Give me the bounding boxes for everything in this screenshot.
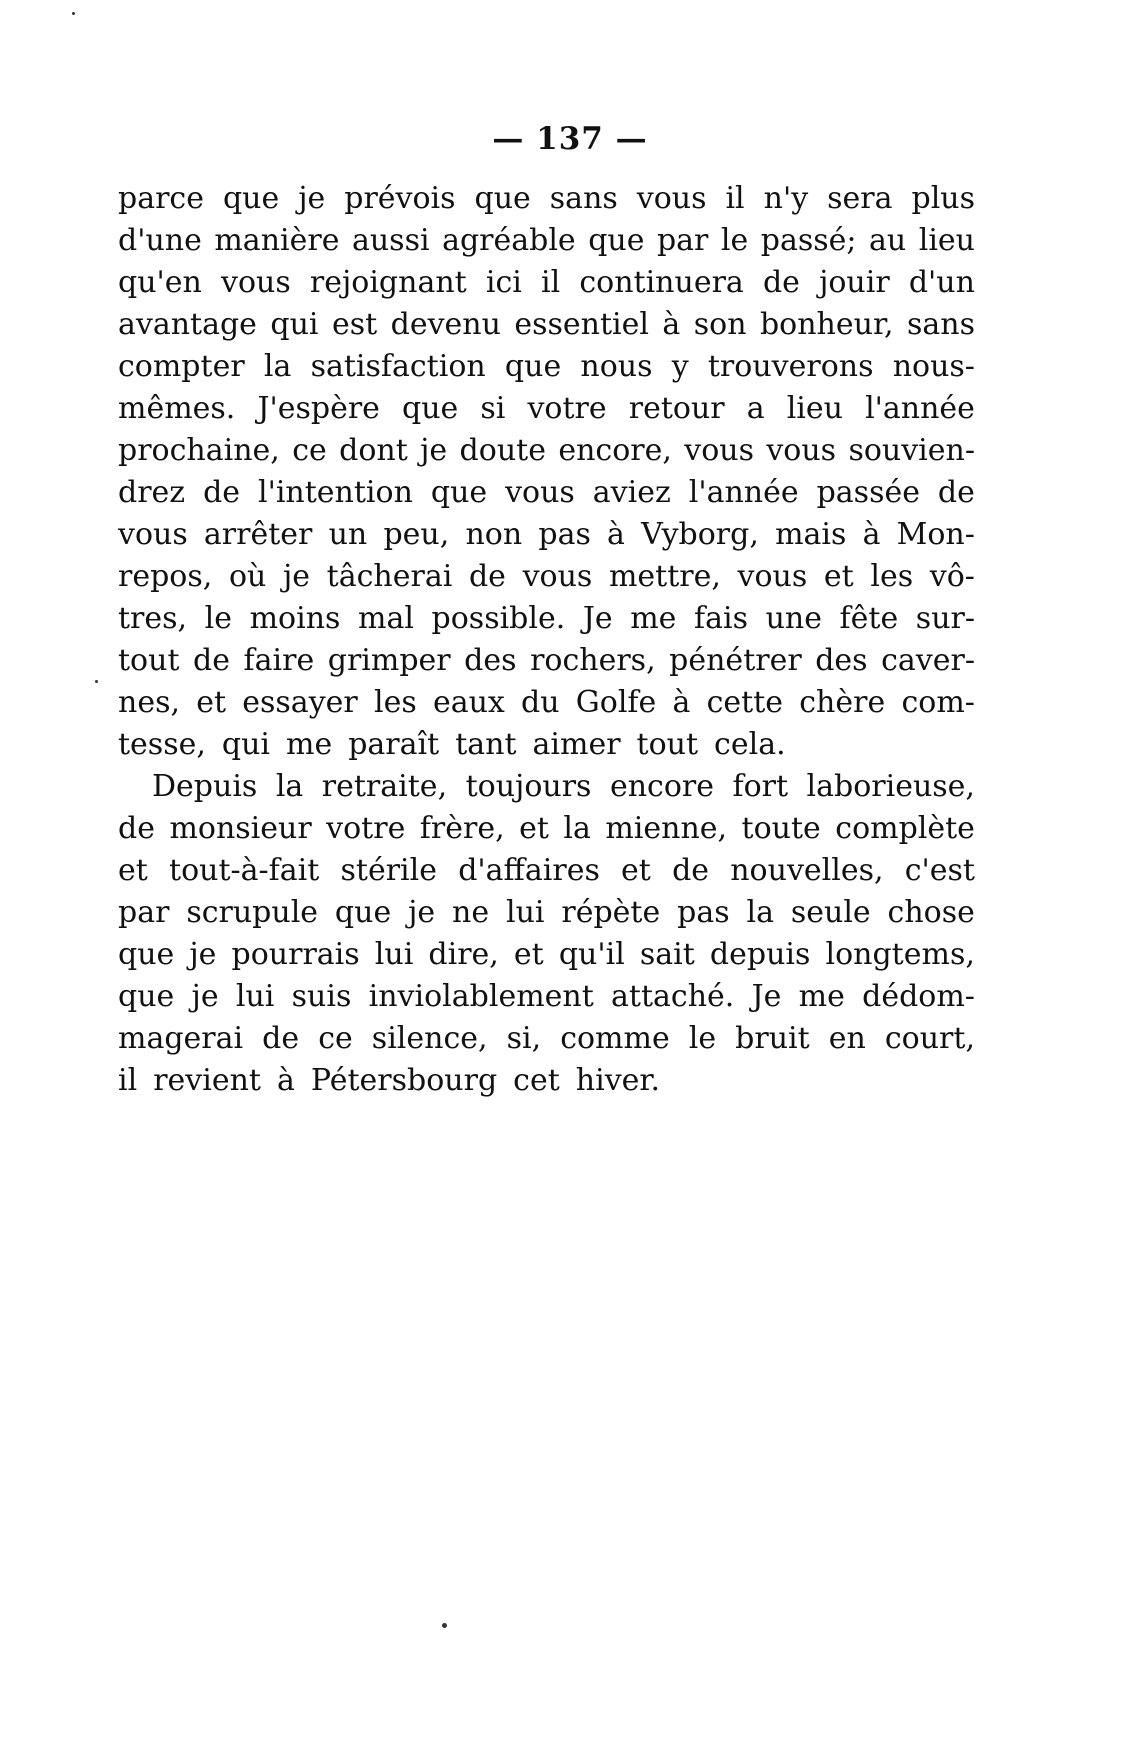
scan-speck [95, 680, 98, 683]
word: suis [291, 979, 352, 1014]
word: que [334, 895, 392, 930]
word: peu, [383, 517, 450, 552]
text-line [118, 1060, 975, 1102]
word: agréable [442, 223, 576, 258]
word: la [263, 349, 292, 384]
text-line [118, 220, 975, 262]
word: mal [358, 601, 414, 636]
word: à [662, 307, 681, 342]
word: à [607, 517, 625, 552]
word: Je [751, 979, 782, 1014]
word: magerai [118, 1021, 244, 1056]
word: il [541, 265, 561, 300]
word: sait [639, 937, 695, 972]
word: fête [839, 601, 899, 636]
word: grimper [327, 643, 451, 678]
word: nous [580, 349, 653, 384]
word: vous [684, 433, 754, 468]
word: de [468, 559, 506, 594]
word: à [672, 685, 691, 720]
word: les [870, 559, 914, 594]
scan-speck [72, 12, 75, 15]
word: votre [527, 391, 607, 426]
text-line [118, 304, 975, 346]
word: des [815, 643, 868, 678]
word: et [519, 811, 549, 846]
word: devenu [390, 307, 501, 342]
word: court, [884, 1021, 975, 1056]
word: par [118, 895, 170, 930]
word: Vyborg, [641, 517, 759, 552]
word: si [480, 391, 506, 426]
word: chère [799, 685, 886, 720]
word: ce [292, 433, 327, 468]
word: lui [235, 979, 275, 1014]
word: pénétrer [669, 643, 802, 678]
word: vous [118, 517, 188, 552]
word: à [276, 1063, 295, 1098]
word: compter [118, 349, 245, 384]
word: mêmes. [118, 391, 236, 426]
word: tout-à-fait [169, 853, 320, 888]
word: le [204, 601, 233, 636]
word: frère, [419, 811, 505, 846]
word: de [937, 475, 975, 510]
word: mienne, [605, 811, 728, 846]
word: lieu [786, 391, 843, 426]
word: prévois [344, 181, 456, 216]
word: rochers, [530, 643, 656, 678]
word: tout [118, 643, 180, 678]
word: je [282, 559, 311, 594]
word: que [222, 181, 280, 216]
word: cela. [714, 727, 786, 762]
word: d'une [118, 223, 202, 258]
word: complète [835, 811, 975, 846]
word: de [762, 265, 800, 300]
text-line [118, 598, 975, 640]
word: inviolablement [368, 979, 594, 1014]
word: de [672, 853, 710, 888]
word: il [118, 1063, 138, 1098]
word: qui [221, 727, 271, 762]
word: lieu [918, 223, 975, 258]
word: essentiel [514, 307, 649, 342]
word: vous [522, 559, 593, 594]
word: rejoignant [309, 265, 467, 300]
word: la [746, 895, 774, 930]
word: doute [459, 433, 546, 468]
page-number: — 137 — [492, 121, 648, 157]
word: c'est [904, 853, 975, 888]
word: satisfaction [310, 349, 486, 384]
word: sera [827, 181, 893, 216]
word: non [465, 517, 523, 552]
word: stérile [340, 853, 438, 888]
word: ne [452, 895, 490, 930]
word: tout [636, 727, 699, 762]
word: chose [887, 895, 975, 930]
word: Pétersbourg [310, 1063, 498, 1098]
word: votre [326, 811, 406, 846]
word: l'intention [257, 475, 413, 510]
word: tant [455, 727, 517, 762]
word: bonheur, [759, 307, 894, 342]
word: retraite, [321, 769, 448, 804]
body-text [118, 178, 975, 1102]
word: ici [485, 265, 522, 300]
word: me [798, 979, 845, 1014]
word: bruit [735, 1021, 810, 1056]
word: laborieuse, [806, 769, 975, 804]
word: tesse, [118, 727, 206, 762]
word: com- [901, 685, 975, 720]
word: que [118, 937, 175, 972]
word: d'affaires [458, 853, 600, 888]
word: nous- [892, 349, 975, 384]
word: jouir [819, 265, 890, 300]
word: passé; [760, 223, 857, 258]
word: que [118, 979, 175, 1014]
word: vous [505, 475, 575, 510]
word: sans [906, 307, 975, 342]
word: Depuis [152, 769, 258, 804]
word: est [331, 307, 378, 342]
word: avantage [118, 307, 257, 342]
word: revient [153, 1063, 261, 1098]
word: de [193, 643, 230, 678]
text-line [118, 388, 975, 430]
word: sur- [915, 601, 975, 636]
text-line [118, 724, 975, 766]
word: une [765, 601, 822, 636]
word: passée [816, 475, 920, 510]
word: dédom- [862, 979, 975, 1014]
word: encore [609, 769, 714, 804]
word: par [656, 223, 709, 258]
word: qu'il [558, 937, 625, 972]
word: au [869, 223, 907, 258]
word: son [693, 307, 747, 342]
word: moins [249, 601, 341, 636]
word: scrupule [186, 895, 319, 930]
word: je [298, 181, 326, 216]
word: depuis [709, 937, 811, 972]
word: pas [677, 895, 730, 930]
word: vô- [929, 559, 975, 594]
word: vous [636, 181, 707, 216]
word: y [671, 349, 689, 384]
word: mettre, [608, 559, 721, 594]
word: faire [243, 643, 315, 678]
word: je [189, 937, 217, 972]
word: parce [118, 181, 204, 216]
word: et [196, 685, 227, 720]
word: qu'en [118, 265, 202, 300]
word: fort [732, 769, 789, 804]
word: je [191, 979, 219, 1014]
word: paraît [348, 727, 440, 762]
word: encore, [558, 433, 672, 468]
word: trouverons [707, 349, 874, 384]
word: où [228, 559, 267, 594]
word: lui [505, 895, 545, 930]
word: je [420, 433, 448, 468]
text-line [118, 682, 975, 724]
word: dire, [428, 937, 499, 972]
word: silence, [371, 1021, 488, 1056]
word: de [118, 811, 155, 846]
word: l'année [865, 391, 975, 426]
word: dont [339, 433, 408, 468]
word: me [286, 727, 333, 762]
text-line [118, 850, 975, 892]
word: que [402, 391, 459, 426]
word: vous [737, 559, 808, 594]
word: drez [118, 475, 186, 510]
word: vous [766, 433, 837, 468]
word: Golfe [575, 685, 657, 720]
word: de [203, 475, 241, 510]
word: du [521, 685, 560, 720]
word: prochaine, [118, 433, 280, 468]
word: lui [374, 937, 414, 972]
word: possible. [431, 601, 566, 636]
word: tres, [118, 601, 188, 636]
word: Mon- [896, 517, 975, 552]
text-line [118, 430, 975, 472]
word: d'un [908, 265, 975, 300]
word: et [823, 559, 854, 594]
text-line [118, 514, 975, 556]
word: le [720, 223, 749, 258]
word: longtems, [825, 937, 975, 972]
word: et [621, 853, 651, 888]
text-line [118, 766, 975, 808]
scan-speck [442, 1623, 447, 1628]
word: répète [561, 895, 661, 930]
word: comme [560, 1021, 670, 1056]
text-line [118, 346, 975, 388]
word: les [373, 685, 417, 720]
text-line [118, 1018, 975, 1060]
word: la [563, 811, 591, 846]
word: me [630, 601, 677, 636]
word: repos, [118, 559, 213, 594]
text-line [118, 556, 975, 598]
word: je [408, 895, 436, 930]
text-line [118, 178, 975, 220]
word: arrêter [203, 517, 313, 552]
word: eaux [432, 685, 505, 720]
word: hiver. [575, 1063, 660, 1098]
word: l'année [688, 475, 799, 510]
word: sans [549, 181, 618, 216]
text-line [118, 934, 975, 976]
word: a [746, 391, 765, 426]
word: pourrais [231, 937, 360, 972]
word: seule [790, 895, 871, 930]
word: toujours [465, 769, 592, 804]
text-line [118, 262, 975, 304]
word: J'espère [257, 391, 380, 426]
word: souvien- [848, 433, 975, 468]
word: un [328, 517, 368, 552]
word: à [862, 517, 881, 552]
word: qui [270, 307, 319, 342]
word: cet [513, 1063, 560, 1098]
word: aviez [592, 475, 671, 510]
word: fais [694, 601, 748, 636]
word: toute [741, 811, 821, 846]
text-line [118, 976, 975, 1018]
word: manière [214, 223, 340, 258]
word: attaché. [611, 979, 735, 1014]
word: caver- [881, 643, 975, 678]
word: nes, [118, 685, 181, 720]
text-line [118, 892, 975, 934]
word: que [474, 181, 531, 216]
word: continuera [579, 265, 744, 300]
word: de [262, 1021, 300, 1056]
word: retour [628, 391, 725, 426]
word: la [275, 769, 304, 804]
word: aimer [532, 727, 621, 762]
word: vous [221, 265, 291, 300]
word: plus [911, 181, 975, 216]
word: et [118, 853, 148, 888]
text-line [118, 472, 975, 514]
word: monsieur [169, 811, 312, 846]
text-line [118, 640, 975, 682]
word: aussi [351, 223, 430, 258]
word: n'y [763, 181, 809, 216]
text-line [118, 808, 975, 850]
word: pas [538, 517, 591, 552]
word: que [430, 475, 488, 510]
word: des [464, 643, 517, 678]
word: si, [506, 1021, 542, 1056]
word: il [725, 181, 745, 216]
word: nouvelles, [730, 853, 884, 888]
word: le [688, 1021, 717, 1056]
word: Je [582, 601, 613, 636]
word: ce [318, 1021, 353, 1056]
word: que [588, 223, 645, 258]
word: et [513, 937, 544, 972]
word: tâcherai [326, 559, 453, 594]
word: en [828, 1021, 866, 1056]
word: cette [706, 685, 784, 720]
word: essayer [242, 685, 358, 720]
word: mais [775, 517, 847, 552]
word: que [504, 349, 562, 384]
